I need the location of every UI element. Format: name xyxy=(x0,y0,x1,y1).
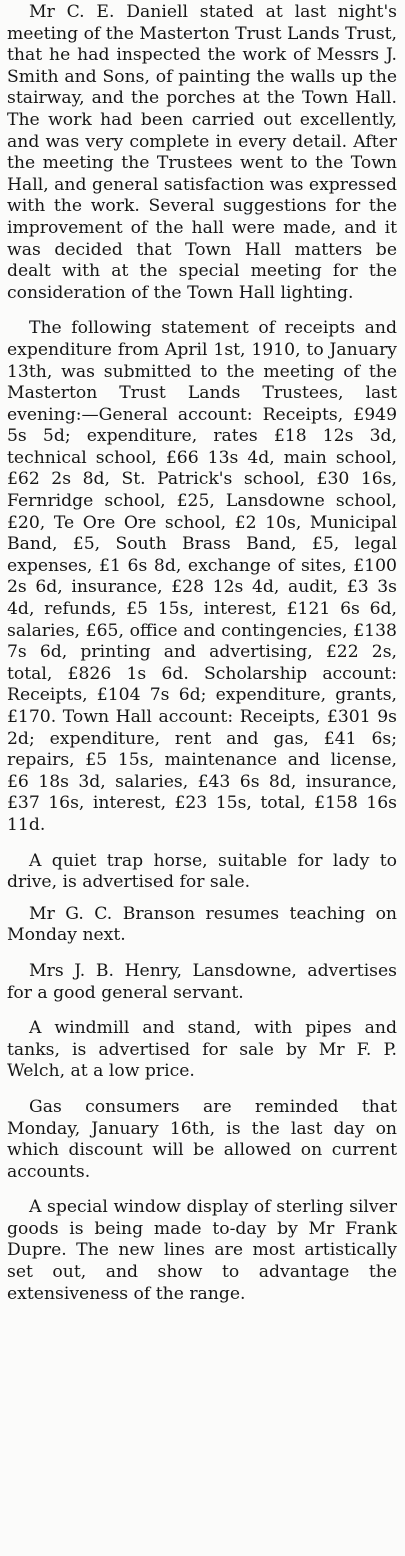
paragraph-receipts-expenditure: The following statement of receipts and expenditure from April 1st, 1910, to January 13th, was submitted to the meeting of the Masterton Trust Lands Trustees, last evening:—General account: Receipts, £949 5s 5d; expenditure, rates £18 12s 3d, technical school, £66 13s 4d, main school, £62 2s 8d, St. Patrick's school, £30 16s, Fernridge school, £25, Lansdowne school, £20, Te Ore Ore school, £2 10s, Municipal Band, £5, South Brass Band, £5, legal expenses, £1 6s 8d, exchange of sites, £100 2s 6d, insurance, £28 12s 4d, audit, £3 3s 4d, refunds, £5 15s, interest, £121 6s 6d, salaries, £65, office and contingencies, £138 7s 6d, printing and advertising, £22 2s, total, £826 1s 6d. Scholarship account: Receipts, £104 7s 6d; expenditure, grants, £170. Town Hall account: Receipts, £301 9s 2d; expenditure, rent and gas, £41 6s; repairs, £5 15s, maintenance and license, £6 18s 3d, salaries, £43 6s 8d, insurance, £37 16s, interest, £23 15s, total, £158 16s 11d. xyxy=(7,318,397,835)
paragraph-window-display: A special window display of sterling silver goods is being made to-day by Mr Frank Dupre. The new lines are most artistically set out, and show to advantage the extensiveness of the range. xyxy=(7,1197,397,1304)
paragraph-windmill: A windmill and stand, with pipes and tanks, is advertised for sale by Mr F. P. Welch, at a low price. xyxy=(7,1018,397,1082)
paragraph-trap-horse: A quiet trap horse, suitable for lady to drive, is advertised for sale. xyxy=(7,850,397,893)
paragraph-branson-teaching: Mr G. C. Branson resumes teaching on Monday next. xyxy=(7,903,397,946)
paragraph-general-servant: Mrs J. B. Henry, Lansdowne, advertises for a good general servant. xyxy=(7,960,397,1003)
paragraph-gas-consumers: Gas consumers are reminded that Monday, January 16th, is the last day on which discount will be allowed on current accounts. xyxy=(7,1096,397,1182)
paragraph-town-hall-painting: Mr C. E. Daniell stated at last night's meeting of the Masterton Trust Lands Trust, that he had inspected the work of Messrs J. Smith and Sons, of painting the walls up the stairway, and the porches at the Town Hall. The work had been carried out excellently, and was very complete in every detail. After the meeting the Trustees went to the Town Hall, and general satisfaction was expressed with the work. Several suggestions for the improvement of the hall were made, and it was decided that Town Hall matters be dealt with at the special meeting for the consideration of the Town Hall lighting. xyxy=(7,2,398,303)
